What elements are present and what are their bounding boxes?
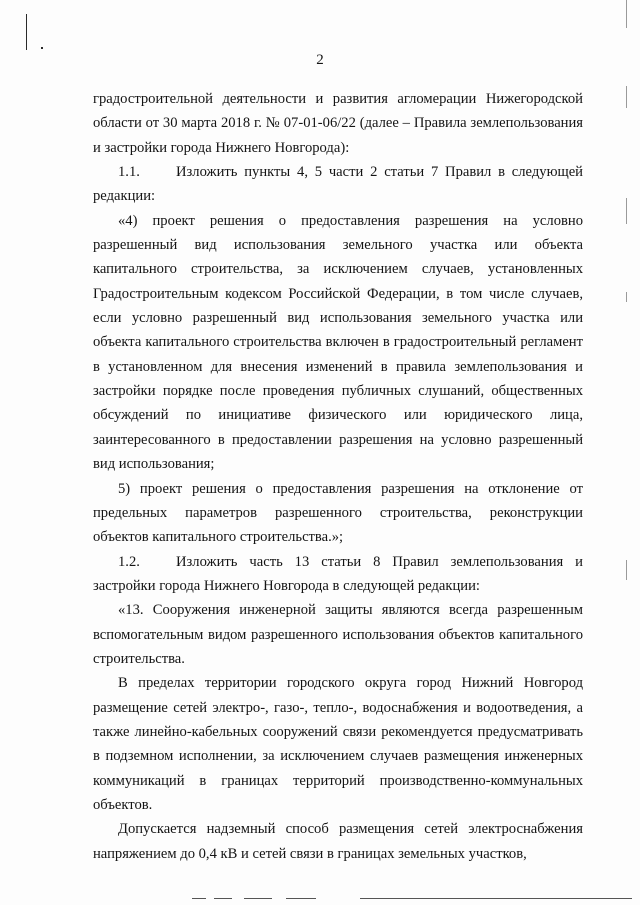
paragraph-networks	[93, 671, 583, 817]
paragraph-overhead	[93, 817, 583, 866]
page-number: 2	[316, 52, 324, 68]
paragraph-text: В пределах территории городского округа город Нижний Новгород размещение сетей электро-, газо-, тепло-, водоснабжения и водоотведения, а также линейно-кабельных сооружений связи рекомендуется предусматривать в подземном исполнении, за исключением случаев размещения инженерных коммуникаций в границах территорий производственно-коммунальных объектов.	[93, 675, 583, 813]
paragraph-text: градостроительной деятельности и развития агломерации Нижегородской области от 30 марта 2018 г. № 07-01-06/22 (далее – Правила землепользования и застройки города Нижнего Новгорода):	[93, 91, 583, 156]
paragraph-text: «13. Сооружения инженерной защиты являются всегда разрешенным вспомогательным видом разрешенного использования объектов капитального строительства.	[93, 602, 583, 667]
paragraph-text: Изложить пункты 4, 5 части 2 статьи 7 Правил в следующей редакции:	[93, 164, 583, 205]
item-number: 1.2.	[118, 553, 140, 570]
document-body	[93, 87, 583, 866]
scan-mark	[26, 14, 27, 50]
scan-bottom-line	[286, 898, 316, 899]
paragraph-point-5	[93, 477, 583, 550]
paragraph-text: 5) проект решения о предоставления разрешения на отклонение от предельных параметров разрешенного строительства, реконструкции объектов капитального строительства.»;	[93, 480, 583, 546]
paragraph-item-1-1	[93, 160, 583, 209]
scan-bottom-line	[360, 898, 632, 899]
scan-bottom-line	[192, 898, 206, 899]
scan-dot	[41, 47, 43, 49]
scan-edge-line	[626, 560, 627, 580]
scan-edge-line	[626, 0, 627, 28]
scan-bottom-line	[244, 898, 272, 899]
item-number: 1.1.	[118, 164, 140, 181]
paragraph-intro	[93, 87, 583, 160]
scan-edge-line	[626, 198, 627, 224]
paragraph-text: Допускается надземный способ размещения сетей электроснабжения напряжением до 0,4 кВ и сетей связи в границах земельных участков,	[93, 821, 583, 862]
scan-edge-line	[626, 86, 627, 108]
paragraph-item-1-2	[93, 550, 583, 599]
paragraph-point-4	[93, 209, 583, 477]
paragraph-text: Изложить часть 13 статьи 8 Правил землепользования и застройки города Нижнего Новгорода в следующей редакции:	[93, 553, 583, 594]
paragraph-text: «4) проект решения о предоставления разрешения на условно разрешенный вид использования земельного участка или объекта капитального строительства, за исключением случаев, установленных Градостроительным кодексом Российской Федерации, в том числе случаев, если условно разрешенный вид использования земельного участка или объекта капитального строительства включен в градостроительный регламент в установленном для внесения изменений в правила землепользования и застройки порядке после проведения публичных слушаний, общественных обсуждений по инициативе физического или юридического лица, заинтересованного в предоставлении разрешения на условно разрешенный вид использования;	[93, 212, 583, 473]
paragraph-part-13	[93, 598, 583, 671]
scan-edge-line	[626, 292, 627, 302]
scan-bottom-line	[214, 898, 232, 899]
